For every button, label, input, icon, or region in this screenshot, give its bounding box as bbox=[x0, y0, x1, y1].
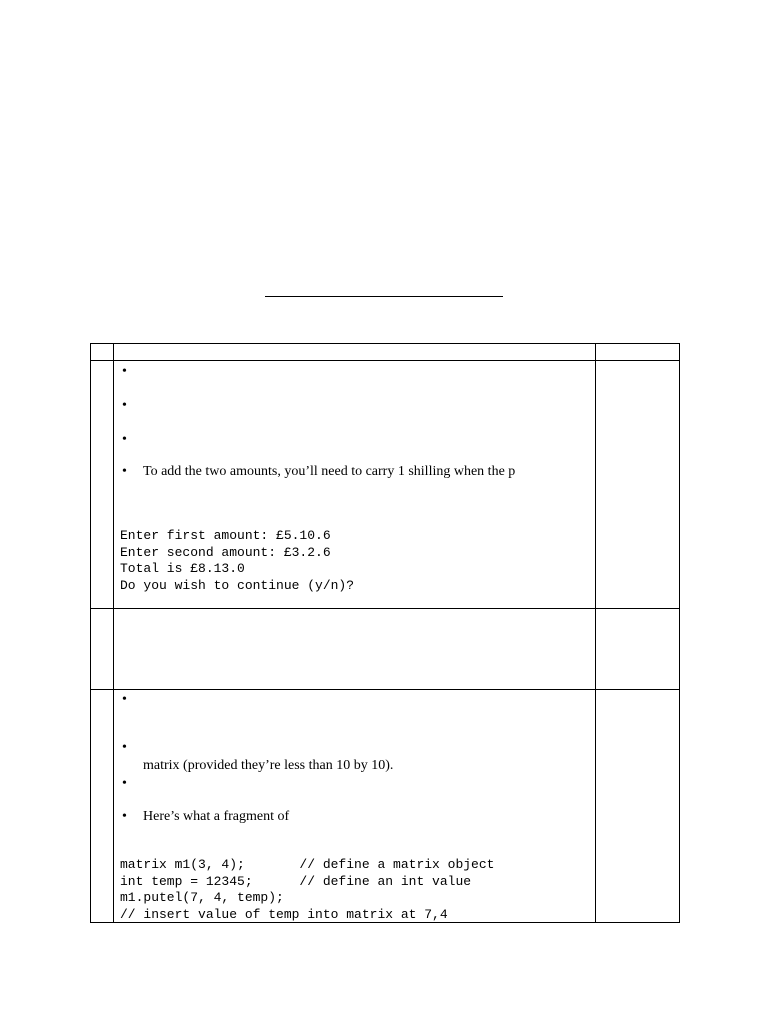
code-line: Do you wish to continue (y/n)? bbox=[120, 577, 355, 593]
row-number-cell bbox=[91, 690, 114, 923]
bullet-icon: • bbox=[122, 364, 127, 379]
header-cell-marks bbox=[596, 344, 680, 361]
question-cell bbox=[114, 609, 596, 690]
bullet-icon: • bbox=[122, 432, 127, 447]
header-cell-question bbox=[114, 344, 596, 361]
marks-cell bbox=[596, 690, 680, 923]
row-number-cell bbox=[91, 361, 114, 609]
title-underline bbox=[265, 296, 503, 297]
list-item bbox=[122, 464, 516, 480]
code-line: Total is £8.13.0 bbox=[120, 561, 245, 576]
question-cell bbox=[114, 690, 596, 923]
question-cell bbox=[114, 361, 596, 609]
table-row bbox=[91, 609, 680, 690]
bullet-icon: • bbox=[122, 464, 127, 479]
table-header-row bbox=[91, 344, 680, 361]
table-row bbox=[91, 690, 680, 923]
exercise-table bbox=[90, 343, 680, 923]
list-item bbox=[122, 809, 290, 825]
code-line: matrix m1(3, 4); // define a matrix object bbox=[120, 857, 495, 872]
header-cell-number bbox=[91, 344, 114, 361]
bullet-icon: • bbox=[122, 809, 127, 824]
code-line: int temp = 12345; // define an int value bbox=[120, 873, 472, 889]
code-line: m1.putel(7, 4, temp); bbox=[120, 890, 284, 905]
row-number-cell bbox=[91, 609, 114, 690]
bullet-text: Here’s what a fragment of bbox=[143, 809, 290, 824]
bullet-icon: • bbox=[122, 692, 127, 707]
bullet-icon: • bbox=[122, 776, 127, 791]
code-line: Enter second amount: £3.2.6 bbox=[120, 544, 331, 560]
sample-output bbox=[120, 528, 354, 594]
bullet-icon: • bbox=[122, 740, 127, 755]
bullet-icon: • bbox=[122, 398, 127, 413]
code-sample bbox=[120, 857, 494, 923]
code-line: Enter first amount: £5.10.6 bbox=[120, 528, 331, 543]
marks-cell bbox=[596, 609, 680, 690]
table-row bbox=[91, 361, 680, 609]
marks-cell bbox=[596, 361, 680, 609]
bullet-text: To add the two amounts, you’ll need to carry 1 shilling when the p bbox=[143, 464, 516, 479]
continuation-text: matrix (provided they’re less than 10 by 10). bbox=[143, 758, 394, 773]
code-line: // insert value of temp into matrix at 7,4 bbox=[120, 906, 448, 922]
